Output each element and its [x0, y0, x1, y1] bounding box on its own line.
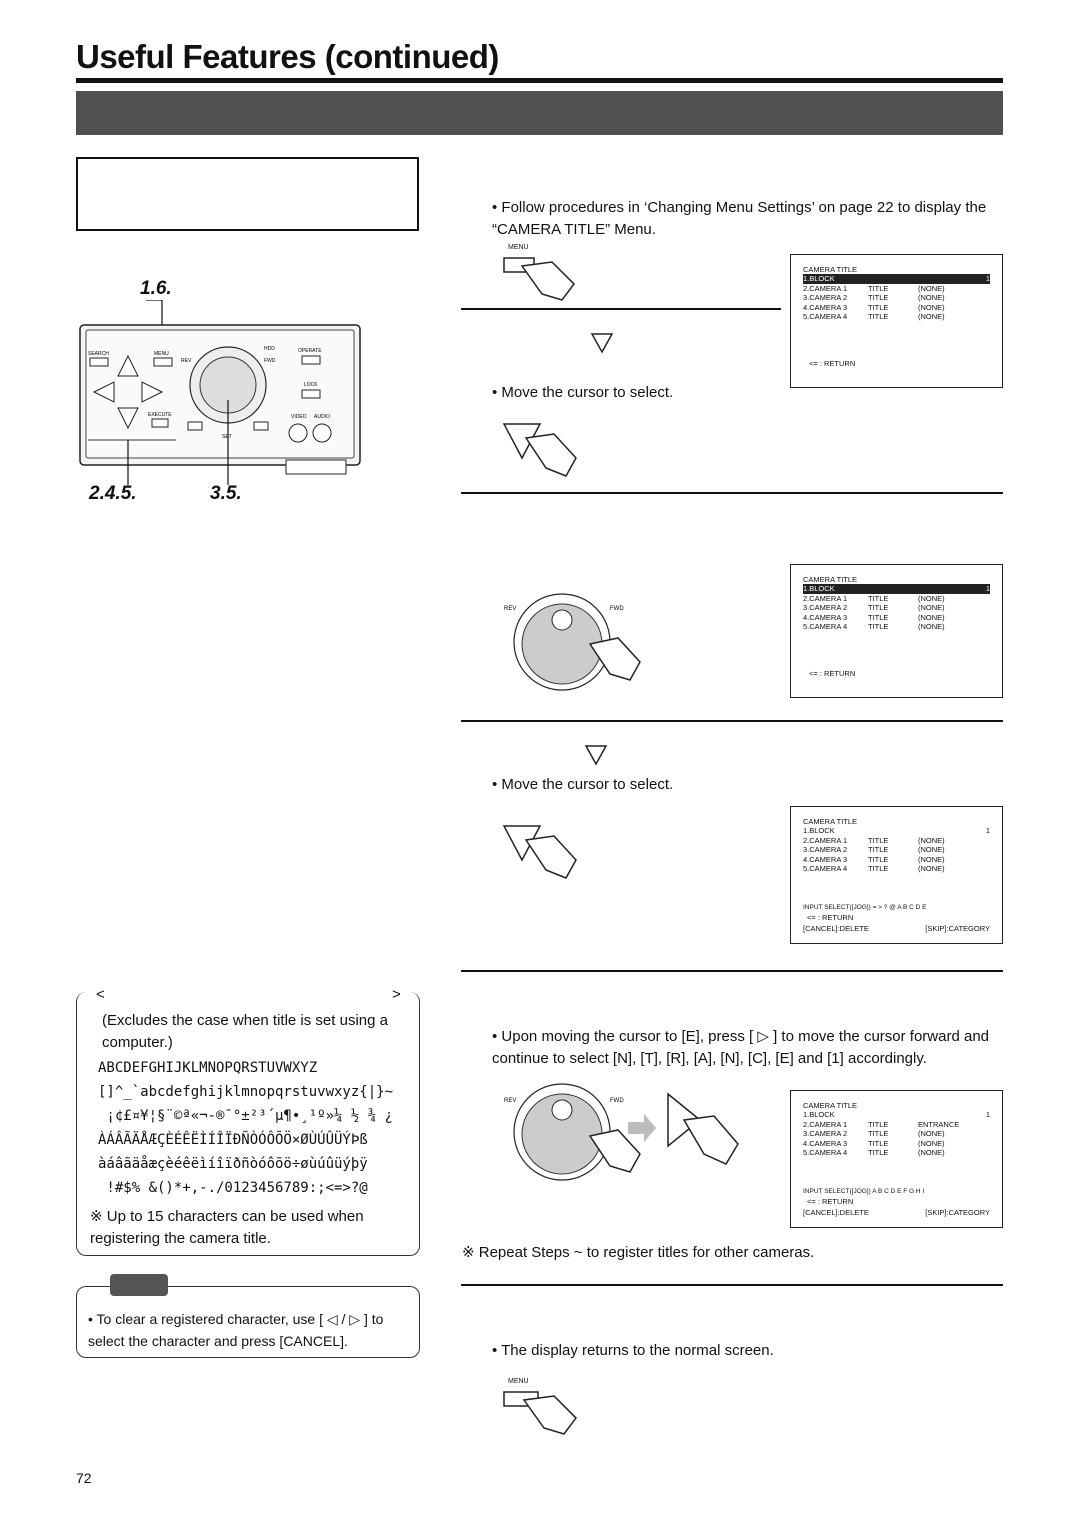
svg-text:REV: REV [181, 358, 192, 364]
svg-text:SEARCH: SEARCH [88, 351, 109, 357]
svg-text:FWD: FWD [610, 606, 624, 612]
divider [461, 492, 1003, 494]
divider [461, 970, 1003, 972]
jog-dial-icon [500, 582, 650, 692]
screen-title: CAMERA TITLE [803, 265, 858, 274]
screen-return: <= : RETURN [807, 1196, 854, 1206]
section-banner [76, 91, 1003, 135]
svg-text:REV: REV [504, 1098, 517, 1104]
menu-label: MENU [508, 1378, 529, 1385]
intro-box [76, 157, 419, 231]
step-label-lower-left: 2.4.5. [89, 483, 137, 504]
screen-row: 5.CAMERA 4 TITLE (NONE) [803, 1148, 945, 1158]
screen-row: 1.BLOCK 1 [803, 1110, 990, 1120]
move-cursor-text-1: • Move the cursor to select. [492, 384, 674, 401]
screen-row: 1.BLOCK 1 [803, 826, 990, 836]
screen-title: CAMERA TITLE [803, 575, 858, 584]
entrance-value: ENTRANCE [918, 1119, 960, 1129]
screen-row: 2.CAMERA 1 TITLE (NONE) [803, 593, 945, 603]
step1-instructions: • Follow procedures in ‘Changing Menu Settings’ on page 22 to display the “CAMERA TITLE” Menu. [492, 199, 987, 238]
down-arrow-icon [590, 332, 614, 354]
screen-row: 3.CAMERA 2 TITLE (NONE) [803, 603, 945, 613]
press-down-hand-icon [500, 418, 580, 482]
characters-box-open: < [96, 986, 105, 1003]
svg-text:AUDIO: AUDIO [314, 414, 330, 420]
character-table [98, 1056, 416, 1200]
press-down-hand-icon [500, 820, 580, 884]
char-line: ABCDEFGHIJKLMNOPQRSTUVWXYZ [98, 1060, 318, 1076]
screen-row: 1.BLOCK 1 [803, 584, 990, 594]
screen-row: 4.CAMERA 3 TITLE (NONE) [803, 1138, 945, 1148]
press-menu-hand-icon [502, 1388, 586, 1438]
camera-title-screen-3 [790, 806, 1003, 944]
char-line: []^_`abcdefghijklmnopqrstuvwxyz{|}~ [98, 1084, 394, 1100]
divider [461, 720, 1003, 722]
screen-row: 4.CAMERA 3 TITLE (NONE) [803, 302, 945, 312]
title-rule [76, 78, 1003, 83]
screen-return: <= : RETURN [809, 359, 856, 369]
screen-row: 4.CAMERA 3 TITLE (NONE) [803, 854, 945, 864]
screen-row: 1.BLOCK 1 [803, 274, 990, 284]
divider [461, 1284, 1003, 1286]
screen-row: 2.CAMERA 1 TITLE (NONE) [803, 835, 945, 845]
press-menu-hand-icon [502, 254, 582, 304]
screen-title: CAMERA TITLE [803, 817, 858, 826]
input-select-line: INPUT SELECT([JOG]) A B C D E F G H I [803, 1188, 925, 1196]
page-title: Useful Features (continued) [76, 38, 499, 75]
memo-text: • To clear a registered character, use [ ◁ / ▷ ] to select the character and press [CANCEL]. [88, 1311, 384, 1349]
upon-moving-instructions: • Upon moving the cursor to [E], press [ ▷ ] to move the cursor forward and continue to select [N], [T], [R], [A], [N], [C], [E] and [1] accordingly. [492, 1028, 989, 1067]
characters-intro: (Excludes the case when title is set using a computer.) [102, 1012, 388, 1051]
char-line: !#$% &()*+,-./0123456789:;<=>?@ [98, 1180, 368, 1196]
input-select-line: INPUT SELECT([JOG]) = > ? @ A B C D E [803, 904, 927, 912]
svg-text:LOCK: LOCK [304, 382, 318, 388]
svg-text:FWD: FWD [610, 1098, 624, 1104]
svg-text:MENU: MENU [154, 351, 169, 357]
cancel-delete: [CANCEL]:DELETE [803, 1208, 869, 1218]
skip-category: [SKIP]:CATEGORY [925, 924, 990, 934]
move-cursor-text-2: • Move the cursor to select. [492, 776, 674, 793]
screen-row: 4.CAMERA 3 TITLE (NONE) [803, 612, 945, 622]
camera-title-screen-2 [790, 564, 1003, 698]
char-line: ¡¢£¤¥¦§¨©ª«¬-®¯°±²³´µ¶•¸¹º»¼ ½ ¾ ¿ [98, 1108, 394, 1124]
memo-badge [110, 1274, 168, 1296]
screen-row: 3.CAMERA 2 TITLE (NONE) [803, 293, 945, 303]
screen-row: 2.CAMERA 1 TITLE ENTRANCE [803, 1120, 990, 1129]
device-front-panel [76, 300, 366, 490]
screen-row: 2.CAMERA 1 TITLE (NONE) [803, 283, 945, 293]
screen-row: 3.CAMERA 2 TITLE (NONE) [803, 1129, 945, 1139]
svg-text:VIDEO: VIDEO [291, 414, 307, 420]
screen-title: CAMERA TITLE [803, 1101, 858, 1110]
screen-row: 5.CAMERA 4 TITLE (NONE) [803, 312, 945, 322]
repeat-steps-note: ※ Repeat Steps ~ to register titles for other cameras. [462, 1244, 815, 1261]
camera-title-screen-1 [790, 254, 1003, 388]
skip-category: [SKIP]:CATEGORY [925, 1208, 990, 1218]
jog-forward-illustration [500, 1074, 780, 1184]
step-label-upper: 1.6. [140, 278, 172, 299]
characters-box-close: > [392, 986, 401, 1003]
screen-row: 5.CAMERA 4 TITLE (NONE) [803, 622, 945, 632]
step-label-lower-right: 3.5. [210, 483, 242, 504]
page-number: 72 [76, 1470, 92, 1486]
divider [461, 308, 781, 310]
down-arrow-icon [584, 744, 608, 766]
camera-title-screen-4 [790, 1090, 1003, 1228]
char-line: àáâãäåæçèéêëìíîïðñòóôõö÷øùúûüýþÿ [98, 1156, 368, 1172]
svg-text:EXECUTE: EXECUTE [148, 412, 172, 418]
screen-row: 3.CAMERA 2 TITLE (NONE) [803, 845, 945, 855]
svg-text:OPERATE: OPERATE [298, 348, 322, 354]
screen-return: <= : RETURN [807, 912, 854, 922]
cancel-delete: [CANCEL]:DELETE [803, 924, 869, 934]
characters-limit-note: ※ Up to 15 characters can be used when registering the camera title. [90, 1208, 364, 1247]
screen-return: <= : RETURN [809, 669, 856, 679]
svg-text:FWD: FWD [264, 358, 276, 364]
screen-row: 5.CAMERA 4 TITLE (NONE) [803, 864, 945, 874]
char-line: ÀÁÂÃÄÅÆÇÈÉÊËÌÍÎÏÐÑÒÓÔÕÖ×ØÙÚÛÜÝÞß [98, 1132, 368, 1148]
returns-text: • The display returns to the normal screen. [492, 1342, 774, 1359]
svg-text:SET: SET [222, 434, 232, 440]
menu-label: MENU [508, 244, 529, 251]
svg-text:REV: REV [504, 606, 517, 612]
svg-text:HDD: HDD [264, 346, 275, 352]
